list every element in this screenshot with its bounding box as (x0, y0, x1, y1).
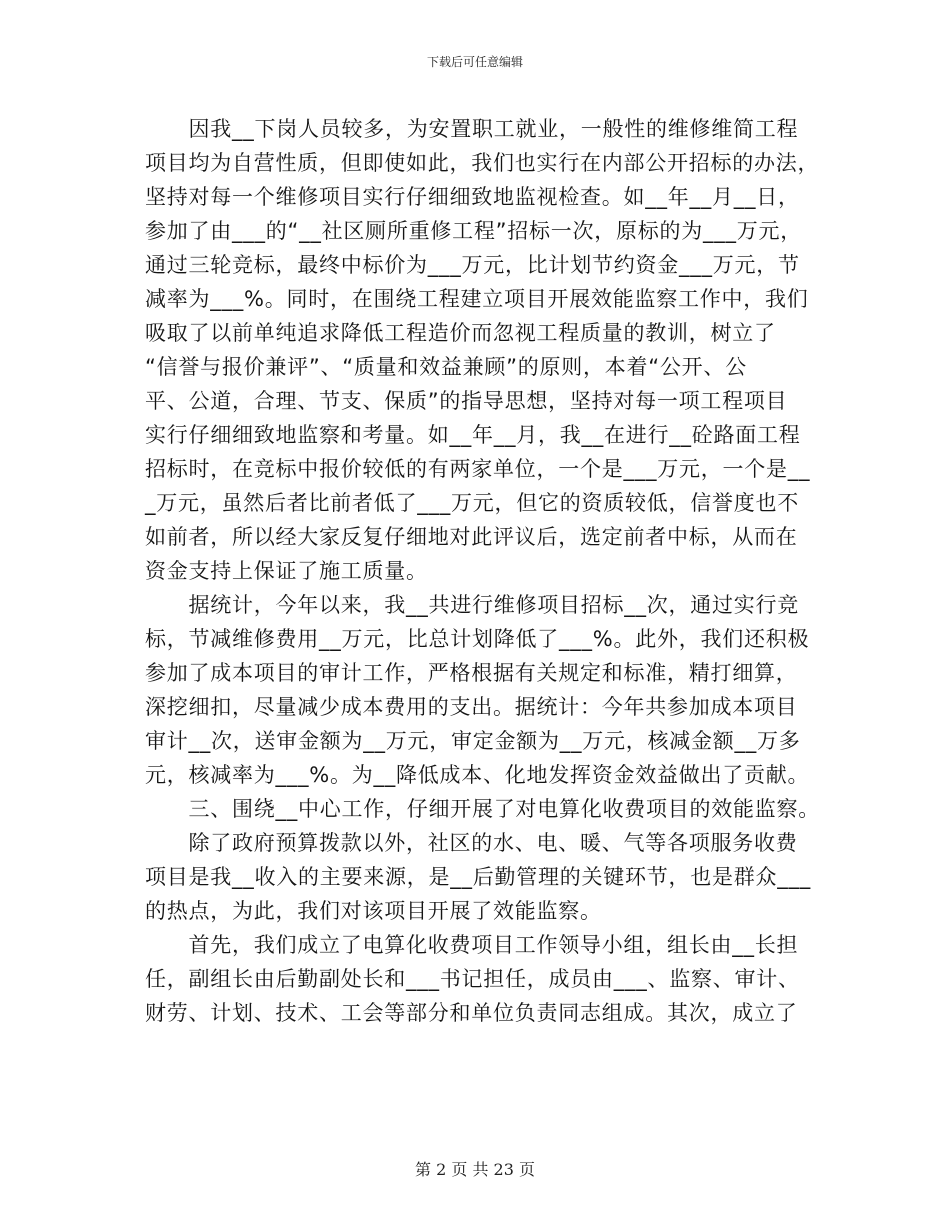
body-line-2: 项目均为自营性质，但即使如此，我们也实行在内部公开招标的办法， (145, 151, 820, 175)
body-line-5: 通过三轮竞标，最终中标价为___万元，比计划节约资金___万元，节 (145, 253, 800, 277)
body-line-12: _万元，虽然后者比前者低了___万元，但它的资质较低，信誉度也不 (145, 491, 799, 515)
body-line-21: 三、围绕__中心工作，仔细开展了对电算化收费项目的效能监察。 (145, 797, 820, 821)
body-line-14: 资金支持上保证了施工质量。 (145, 559, 428, 583)
body-line-4: 参加了由___的“__社区厕所重修工程”招标一次，原标的为___万元， (145, 219, 803, 243)
body-line-1: 因我__下岗人员较多，为安置职工就业，一般性的维修维简工程 (145, 117, 799, 141)
body-line-20: 元，核减率为___%。为__降低成本、化地发挥资金效益做出了贡献。 (145, 763, 810, 787)
body-line-13: 如前者，所以经大家反复仔细地对此评议后，选定前者中标，从而在 (145, 525, 798, 549)
body-line-24: 的热点，为此，我们对该项目开展了效能监察。 (145, 899, 602, 923)
page-header: 下载后可任意编辑 (426, 55, 523, 69)
body-line-22: 除了政府预算拨款以外，社区的水、电、暖、气等各项服务收费 (145, 831, 798, 855)
body-line-8: “信誉与报价兼评”、“质量和效益兼顾”的原则，本着“公开、公 (145, 355, 747, 379)
body-line-6: 减率为___%。同时，在围绕工程建立项目开展效能监察工作中，我们 (145, 287, 809, 311)
body-line-3: 坚持对每一个维修项目实行仔细细致地监视检查。如__年__月__日， (145, 185, 800, 209)
body-line-16: 标，节减维修费用__万元，比总计划降低了___%。此外，我们还积极 (145, 627, 810, 651)
body-line-26: 任，副组长由后勤副处长和___书记担任，成员由___、监察、审计、 (145, 967, 800, 991)
body-line-25: 首先，我们成立了电算化收费项目工作领导小组，组长由__长担 (145, 933, 799, 957)
body-line-27: 财劳、计划、技术、工会等部分和单位负责同志组成。其次，成立了 (145, 1001, 798, 1025)
body-line-7: 吸取了以前单纯追求降低工程造价而忽视工程质量的教训，树立了 (145, 321, 776, 345)
body-line-17: 参加了成本项目的审计工作，严格根据有关规定和标准，精打细算， (145, 661, 798, 685)
body-line-9: 平、公道，合理、节支、保质”的指导思想，坚持对每一项工程项目 (145, 389, 788, 413)
body-line-11: 招标时，在竞标中报价较低的有两家单位，一个是___万元，一个是__ (145, 457, 811, 481)
body-line-23: 项目是我__收入的主要来源，是__后勤管理的关键环节，也是群众___ (145, 865, 811, 889)
body-line-18: 深挖细扣，尽量减少成本费用的支出。据统计：今年共参加成本项目 (145, 695, 798, 719)
page-number: 第 2 页 共 23 页 (415, 1160, 535, 1179)
body-line-10: 实行仔细细致地监察和考量。如__年__月，我__在进行__砼路面工程 (145, 423, 801, 447)
body-line-15: 据统计，今年以来，我__共进行维修项目招标__次，通过实行竞 (145, 593, 799, 617)
body-line-19: 审计__次，送审金额为__万元，审定金额为__万元，核减金额__万多 (145, 729, 801, 753)
